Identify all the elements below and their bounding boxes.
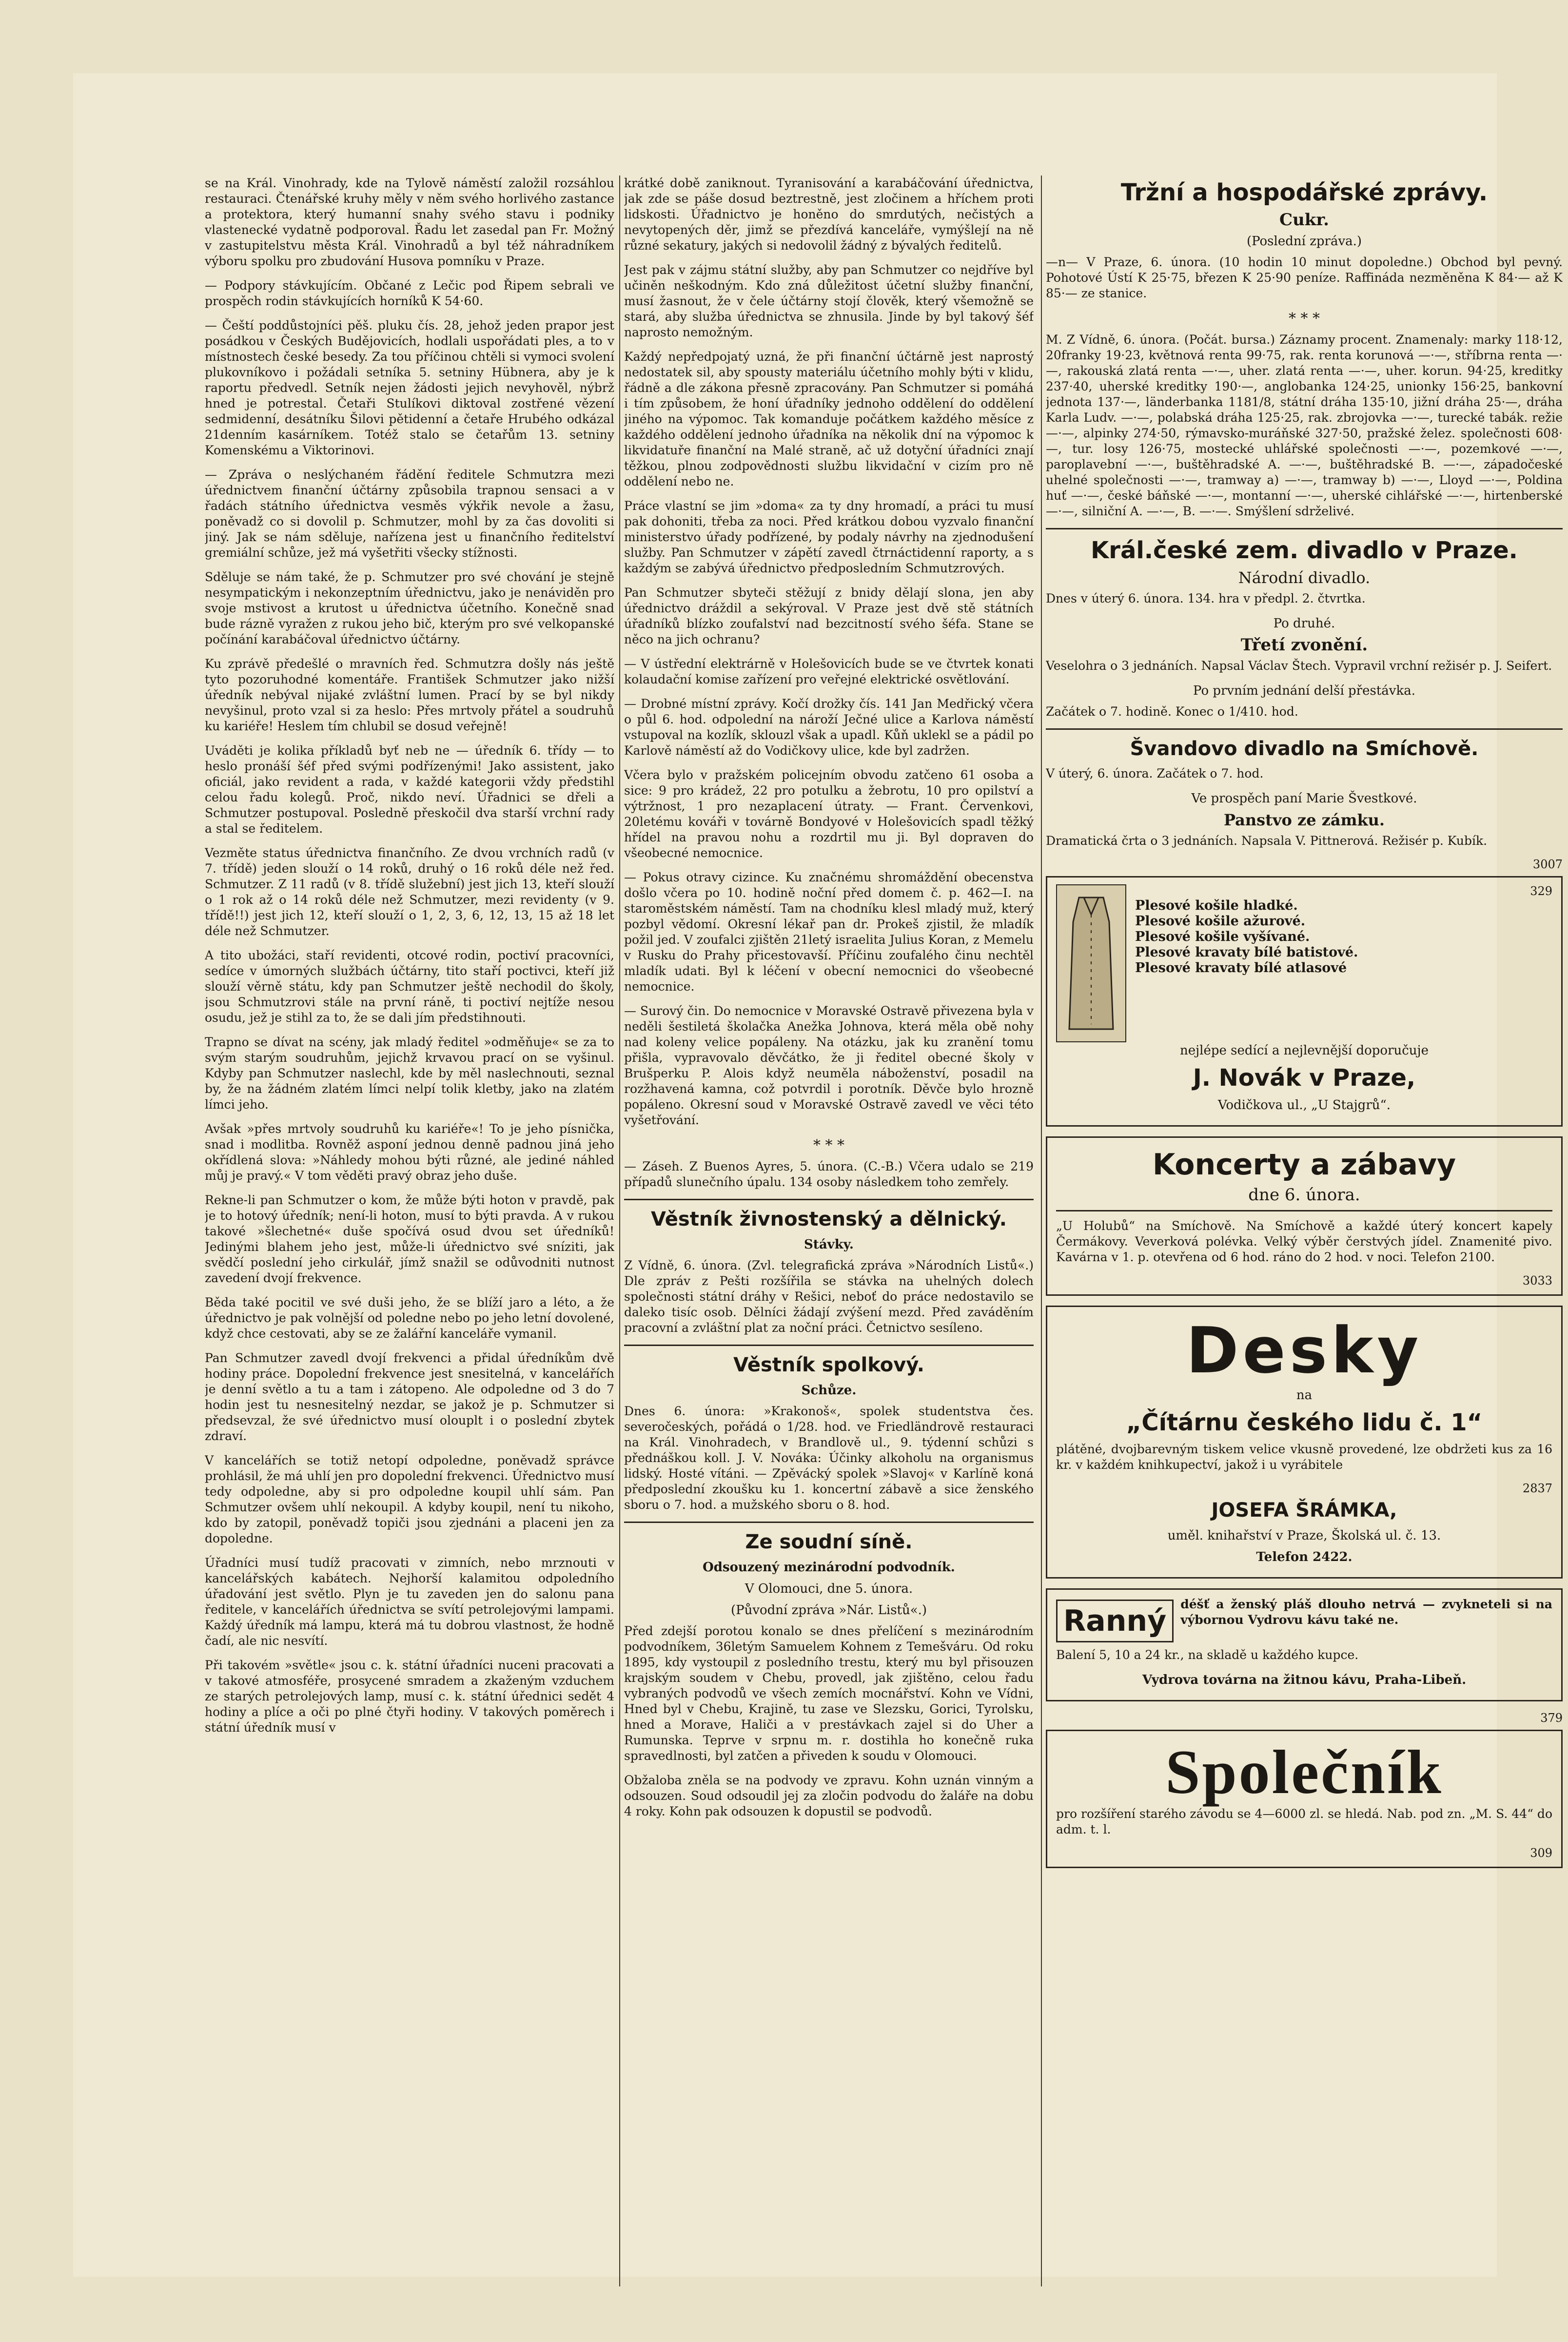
source-note: (Původní zpráva »Nár. Listů«.)	[730, 1603, 927, 1618]
ad-text: nejlépe sedící a nejlevnější doporučuje	[1179, 1043, 1429, 1058]
article-text: Ku zprávě předešlé o mravních řed. Schmutzra došly nás ještě tyto pozoruhodné komentáře. František Schmutzer jako nižší úředník nebýval nijaké zvláštní lumen. Prací by se byl nikdy nevyšinul, proto vzal si za heslo: Přes mrtvoly přátel a soudruhů ku kariéře! Heslem tím chlubil se dosud veřejně!	[205, 657, 614, 733]
subheading: Stávky.	[804, 1237, 854, 1252]
ad-text: déšť a ženský pláš dlouho netrvá — zvykneteli si na výbornou Vydrovu kávu také ne.	[1180, 1597, 1552, 1627]
column-rule	[619, 176, 620, 2286]
ad-text: „U Holubů“ na Smíchově. Na Smíchově a každé úterý koncert kapely Čermákovy. Veverková polévka. Velký výběr čerstvých jídel. Znamenité pivo. Kavárna v 1. p. otevřena od 6 hod. ráno do 2 hod. v noci. Telefon 2100.	[1056, 1219, 1552, 1264]
ad-number: 309	[1530, 1846, 1552, 1860]
section-heading: Věstník spolkový.	[733, 1354, 924, 1376]
article-text: Při takovém »světle« jsou c. k. státní úřadníci nuceni pracovati a v takové atmosféře, prosycené smradem a zkaženým vzduchem ze starých petrolejových lamp, musí c. k. státní úřednici sedět 4 hodiny a plíce a oči po plné čtyři hodiny. V takových poměrech i státní úředník musí v	[205, 1658, 614, 1735]
play-title: Panstvo ze zámku.	[1223, 811, 1385, 829]
divider	[1046, 728, 1563, 730]
ad-text: pro rozšíření starého závodu se 4—6000 zl. se hledá. Nab. pod zn. „M. S. 44“ do adm. t. l.	[1056, 1807, 1552, 1836]
theatre-heading: Král.české zem. divadlo v Praze.	[1091, 537, 1518, 564]
ad-number: 2837	[1522, 1482, 1552, 1495]
ad-headline: Ranný	[1056, 1600, 1174, 1642]
article-text: Vezměte status úřednictva finančního. Ze dvou vrchních radů (v 7. třídě) jeden slouží o 14 roků, druhý o 16 roků déle než řed. Schmutzer. Z 11 radů (v 8. třídě služební) jest jich 13, kteří slouží o 1 rok až o 14 roků déle než Schmutzer, mezi revidenty (v 9. třídě!!) jest jich 12, kteří slouží o 1, 2, 3, 6, 12, 13, 15 až 18 let déle než Schmutzer.	[205, 846, 614, 938]
ad-date: dne 6. února.	[1248, 1185, 1360, 1205]
ad-brand: JOSEFA ŠRÁMKA,	[1211, 1499, 1397, 1522]
article-text: Obžaloba zněla se na podvody ve zpravu. Kohn uznán vinným a odsouzen. Soud odsoudil jej za zločin podvodu do žaláře na dobu 4 roky. Kohn pak odsouzen k dopustil se podvodů.	[624, 1773, 1034, 1818]
section-heading: Věstník živnostenský a dělnický.	[651, 1208, 1007, 1230]
article-text: — Záseh. Z Buenos Ayres, 5. února. (C.-B.) Včera udalo se 219 případů slunečního úpalu. 134 osoby následkem toho zemřely.	[624, 1159, 1034, 1189]
article-text: — Surový čin. Do nemocnice v Moravské Ostravě přivezena byla v neděli šestiletá školačka Anežka Johnova, která měla obě nohy nad koleny velice popáleny. Na otázku, jak ku zranění tomu přišla, vypravovalo děvčátko, že ji ředitel obecné školy v Brušperku P. Alois když neuměla náboženství, posadil na rozžhavená kamna, což potvrdil i porotník. Děvče bylo hrozně popáleno. Okresní soud v Moravské Ostravě zavedl ve věci této vyšetřování.	[624, 1004, 1034, 1127]
article-text: Z Vídně, 6. února. (Zvl. telegrafická zpráva »Národních Listů«.) Dle zpráv z Pešti rozšířila se stávka na uhelných dolech společnosti státní dráhy v Rešici, neboť do práce nedostavilo se daleko tisíc osob. Dělníci žádají zvýšení mezd. Před zaváděním pracovní a zvláštní plat za noční práci. Četnictvo sesíleno.	[624, 1258, 1034, 1335]
source-note: (Poslední zpráva.)	[1246, 234, 1362, 249]
section-separator: * * *	[813, 1137, 845, 1154]
divider	[1046, 528, 1563, 529]
ad-headline: Desky	[1186, 1313, 1423, 1387]
partner-advertisement	[1046, 1730, 1563, 1868]
theatre-line: Dnes v úterý 6. února. 134. hra v předpl. 2. čtvrtka.	[1046, 591, 1366, 605]
section-heading: Tržní a hospodářské zprávy.	[1120, 179, 1488, 206]
article-text: — Čeští poddůstojníci pěš. pluku čís. 28, jehož jeden prapor jest posádkou v Českých Budějovicích, hodlali uspořádati ples, a to v místnostech české besedy. Za tou příčinou chtěli si vymoci svolení plukovníkovo i požádali setníka 5. setniny Hübnera, aby je k raportu předvedl. Setník nejen žádosti jejich nevyhověl, nýbrž hned je potrestal. Četaři Stulíkovi diktoval zostřené vězení sedmidenní, desátníku Šilovi pětidenní a četaře Hrubého odkázal 21denním kasárníkem. Totéž stalo se četařům 13. setniny Komenskému a Viktorinovi.	[205, 318, 614, 457]
article-text: Pan Schmutzer zavedl dvojí frekvenci a přidal úředníkům dvě hodiny práce. Dopolední frekvence jest snesitelná, v kancelářích je denní světlo a tu a tam i zátopeno. Ale odpoledne od 3 do 7 hodin jest tu nesnesitelný nezdar, se jakož je p. Schmutzer si předsevzal, že své úřednictvo musí olouplt i o poslední zbytek zdraví.	[205, 1351, 614, 1443]
article-text: Před zdejší porotou konalo se dnes přelíčení s mezinárodním podvodníkem, 36letým Samuelem Kohnem z Temešváru. Od roku 1895, kdy vystoupil z posledního trestu, který mu byl přisouzen krajským soudem v Chebu, provedl, jak zjištěno, celou řadu vybraných podvodů ve všech zemích mocnářství. Kohn ve Vídni, Hned byl v Chebu, Krajině, tu zase ve Slezsku, Gorici, Tyrolsku, hned a Morave, Haliči a v prestávkach zajel si do Uher a Rumunska. Teprve v srpnu m. r. dostihla ho konečně ruka spravedlnosti, byl zatčen a přiveden k soudu v Olomouci.	[624, 1624, 1034, 1763]
article-text: — Drobné místní zprávy. Kočí drožky čís. 141 Jan Medřický včera o půl 6. hod. odpolední na nároží Ječné ulice a Karlova náměstí vstupoval na kozlík, sklouzl však a upadl. Kůň uklekl se a pádil po Karlově náměstí až do Vodičkovy ulice, kde byl zadržen.	[624, 697, 1034, 758]
article-text: — Zpráva o neslýchaném řádění ředitele Schmutzra mezi úřednictvem finanční účtárny způsobila trapnou sensaci a v řadách státního úřednictva vesměs výkřik nevole a žasu, poněvadž co si dovolil p. Schmutzer, mohl by za čas dovoliti si jiný. Jak se nám sděluje, nařízena jest u finančního ředitelství gremiální schůze, jež má vyšetřiti všecky stížnosti.	[205, 468, 614, 560]
play-title: Třetí zvonění.	[1240, 635, 1368, 655]
article-text: Úřadníci musí tudíž pracovati v zimních, nebo mrznouti v kancelářských kabátech. Nejhorší kalamitou odpoledního úřadování jest světlo. Plyn je tu zaveden jen do salonu pana ředitele, v kancelářích úřednictva se svítí petrolejovými lampami. Každý úředník má lampu, která má tu dobrou vlastnost, že hodně čadí, ale nic nesvítí.	[205, 1556, 614, 1648]
article-text: Práce vlastní se jim »doma« za ty dny hromadí, a práci tu musí pak dohoniti, třeba za noci. Před krátkou dobou vyzvalo finanční ministerstvo úřady podřízené, by podaly návrhy na zjednodušení služby. Pan Schmutzer v zápětí zavedl čtrnáctidenní raporty, a s každým se zabývá úřednictvo předposledním Schmutzrových.	[624, 499, 1034, 575]
market-report: M. Z Vídně, 6. února. (Počát. bursa.) Záznamy procent. Znamenaly: marky 118·12, 20franky 19·23, květnová renta 99·75, rak. renta korunová —·—, stříbrna renta —·—, rakouská zlatá renta —·—, uher. zlatá renta —·—, uher. korun. 94·25, kreditky 237·40, uherské kreditky 190·—, anglobanka 124·25, unionky 156·25, bankovní jednota 137·—, länderbanka 1181/8, státní dráha 135·10, jižní dráha 25·—, dráha Karla Ludv. —·—, polabská dráha 125·25, rak. zbrojovka —·—, turecké tabák. režie —·—, alpinky 274·50, rýmavsko-muráňské 327·50, pražské želez. společnosti 608·—, tur. losy 126·75, mostecké uhlářské společnosti —·—, pozemkové —·—, paroplavební —·—, buštěhradské A. —·—, buštěhradské B. —·—, západočeské uhelné společnosti —·—, tramway a) —·—, tramway b) —·—, Lloyd —·—, Poldina huť —·—, české báňské —·—, montanní —·—, uherské cihlářské —·—, hirtenberské —·—, silniční A. —·—, B. —·—. Smýšlení sdrželivé.	[1046, 332, 1563, 518]
ad-brand: Vydrova továrna na žitnou kávu, Praha-Libeň.	[1142, 1673, 1467, 1687]
ad-text: Plesové košile hladké. Plesové košile ažurové. Plesové košile vyšívané. Plesové kravaty bílé batistové. Plesové kravaty bílé atlasové	[1135, 898, 1358, 976]
article-text: Uváděti je kolika příkladů byť neb ne — úředník 6. třídy — to heslo pronáší šéf před svými podřízenými! Jako assistent, jako oficiál, jako revident a rada, v každé kategorii vždy předstihl celou řadu kolegů. Proč, nikdo neví. Úřadnici se dřeli a Schmutzer postupoval. Posledně přeskočil dva starší vrchní rady a stal se ředitelem.	[205, 743, 614, 836]
column-1	[205, 176, 614, 2286]
article-text: — V ústřední elektrárně v Holešovicích bude se ve čtvrtek konati kolaudační komise zařízení pro veřejné elektrické osvětlování.	[624, 657, 1034, 686]
divider	[1056, 1210, 1552, 1211]
shirt-illustration-icon	[1056, 884, 1126, 1042]
play-description: Dramatická črta o 3 jednáních. Napsala V. Pittnerová. Režisér p. Kubík.	[1046, 834, 1488, 848]
newspaper-page	[73, 73, 1563, 2277]
theatre-name: Národní divadlo.	[1238, 568, 1371, 587]
article-text: Sděluje se nám také, že p. Schmutzer pro své chování je stejně nesympatickým i nekonzeptním úřednictvu, jako je nenáviděn pro svoje mstivost a krutost u úřednictva účetního. Konečně snad bude rázně vyražen z rukou jeho bič, kterým pro své velkopanské počínání karabáčoval úřednictvo účtárny.	[205, 570, 614, 646]
article-text: Běda také pocitil ve své duši jeho, že se blíží jaro a léto, a že úřednictvo je pak volnější od poledne nebo po jeho letní dovolené, když chce cestovati, aby se ze žalářní kanceláře vymanil.	[205, 1295, 614, 1341]
dateline: V Olomouci, dne 5. února.	[745, 1581, 913, 1596]
theatre-note: Ve prospěch paní Marie Švestkové.	[1191, 791, 1417, 806]
shirt-advertisement	[1046, 876, 1563, 1127]
article-text: Jest pak v zájmu státní služby, aby pan Schmutzer co nejdříve byl učiněn neškodným. Kdo zná důležitost účetní služby finanční, musí žasnout, že v čele účtárny stojí člověk, který všemožně se stará, aby služba úřednictva se zhnusila. Jinde by byl takový šéf naprosto nemožným.	[624, 263, 1034, 339]
subheading: Cukr.	[1279, 210, 1329, 230]
ad-text: Balení 5, 10 a 24 kr., na skladě u každého kupce.	[1056, 1648, 1359, 1662]
ad-phone: Telefon 2422.	[1256, 1550, 1352, 1564]
concert-advertisement	[1046, 1136, 1563, 1296]
ad-number: 3033	[1522, 1274, 1552, 1288]
divider	[624, 1345, 1034, 1346]
article-text: — Pokus otravy cizince. Ku značnému shromáždění obecenstva došlo včera po 10. hodině noční před domem č. p. 462—I. na staroměstském náměstí. Tam na chodníku klesl mladý muž, který pozbyl vědomí. Okresní lékař pan dr. Prokeš zjistil, že mladík požil jed. V zoufalci zjištěn 21letý israelita Julius Koran, z Memelu v Rusku do Prahy přicestovavší. Příčinu zoufalého činu nechtěl mladík udati. Byl k léčení v obecní nemocnici do všeobecné nemocnice.	[624, 870, 1034, 994]
coffee-advertisement	[1046, 1588, 1563, 1701]
ad-text: na	[1296, 1388, 1313, 1403]
article-text: Avšak »přes mrtvoly soudruhů ku kariéře«! To je jeho písnička, snad i modlitba. Rovněž asponí jednou denně padnou jiná jeho okřídlená slova: »Náhledy mohou býti různé, ale jediné náhled můj je pravý.« V tom věděti pravý obraz jeho duše.	[205, 1122, 614, 1183]
section-heading: Ze soudní síně.	[745, 1531, 913, 1553]
subheading: Schůze.	[801, 1383, 857, 1398]
ad-address: Vodičkova ul., „U Stajgrů“.	[1217, 1098, 1391, 1112]
market-report: —n— V Praze, 6. února. (10 hodin 10 minut dopoledne.) Obchod byl pevný. Pohotové Ústí K 25·75, březen K 25·90 peníze. Raffináda nezměněna K 84·— až K 85·— ze stanice.	[1046, 255, 1563, 300]
ad-address: uměl. knihařství v Praze, Školská ul. č. 13.	[1167, 1528, 1441, 1543]
desky-advertisement	[1046, 1306, 1563, 1579]
ad-number: 329	[1530, 884, 1552, 898]
article-text: Rekne-li pan Schmutzer o kom, že může býti hoton v pravdě, pak je to hotový úředník; není-li hoton, musí to býti pravda. A v rukou takové »šlechetné« duše spočívá osud dvou set úředníků! Jedinými blahem jeho jest, může-li úřednictvo své sníziti, jak svědčí poslední jeho cirkulář, jímž snažil se odůvodniti nutnost zavedení dvojí frekvence.	[205, 1193, 614, 1285]
ad-text: plátěné, dvojbarevným tiskem velice vkusně provedené, lze obdržeti kus za 16 kr. v každém knihkupectví, jakož i u vyrábitele	[1056, 1442, 1552, 1472]
play-description: Veselohra o 3 jednáních. Napsal Václav Štech. Vypravil vrchní režisér p. J. Seifert.	[1046, 659, 1552, 673]
article-headline: Odsouzený mezinárodní podvodník.	[703, 1560, 955, 1575]
article-text: Včera bylo v pražském policejním obvodu zatčeno 61 osoba a sice: 9 pro krádež, 22 pro potulku a žebrotu, 10 pro opilství a výtržnost, 1 pro nezaplacení útraty. — Frant. Červenkovi, 20letému kováři v továrně Bondyové v Holešovicích spadl těžký hřídel na pravou nohu a rozdrtil mu ji. Byl dopraven do všeobecné nemocnice.	[624, 768, 1034, 860]
article-text: — Podpory stávkujícím. Občané z Lečic pod Řipem sebrali ve prospěch rodin stávkujících horníků K 54·60.	[205, 278, 614, 308]
article-text: A tito ubožáci, staří revidenti, otcové rodin, poctiví pracovníci, sedíce v úmorných službách účtárny, tito staří poctivci, kteří již slouží věrně státu, kdy pan Schmutzer ještě nechodil do školy, jsou Schmutzrovi stále na první ráně, ti poctiví nejtíže nesou osudu, jež je stihl za to, že se dali jím předstihnouti.	[205, 948, 614, 1025]
column-rule	[1041, 176, 1042, 2286]
article-text: Každý nepředpojatý uzná, že při finanční účtárně jest naprostý nedostatek sil, aby spousty materiálu účetního mohly býti v klidu, řádně a dle zákona přesně zpracovány. Pan Schmutzer si pomáhá i tím způsobem, že honí úřadníky jednoho oddělení do oddělení jiného na výpomoc. Tak komanduje počátkem každého měsíce z každého oddělení jednoho úřadníka na několik dní na výpomoc k likvidatuře finanční na Malé straně, ač už dotyční úřadníci znají těžkou, plnou zodpovědnosti službu likvidační v cizím pro ně oddělení nebo ne.	[624, 350, 1034, 488]
column-2	[624, 176, 1034, 2286]
ad-title: „Čítárnu českého lidu č. 1“	[1126, 1409, 1483, 1436]
article-text: se na Král. Vinohrady, kde na Tylově náměstí založil rozsáhlou restauraci. Čtenářské kruhy měly v něm svého horlivého zastance a protektora, který humanní snahy svého stavu i podniky vlastenecké vydatně podporoval. Řadu let zasedal pan Fr. Možný v zastupitelstvu města Král. Vinohradů a byl též náhradníkem výboru spolku pro zbudování Husova pomníku v Praze.	[205, 176, 614, 268]
ad-headline: Koncerty a zábavy	[1152, 1148, 1456, 1182]
article-text: krátké době zaniknout. Tyranisování a karabáčování úřednictva, jak zde se páše dosud beztrestně, jest zločinem a hříchem proti lidskosti. Úřadnictvo je honěno do smrdutých, nečistých a nevytopených děr, jimž se přezdívá kanceláře, vymýšlejí na ně různé sekatury, jakých si nedovolil žádný z bývalých ředitelů.	[624, 176, 1034, 253]
theatre-heading: Švandovo divadlo na Smíchově.	[1130, 738, 1479, 760]
article-text: Dnes 6. února: »Krakonoš«, spolek studentstva čes. severočeských, pořádá o 1/28. hod. ve Friedländrově restauraci na Král. Vinohradech, v Brandlově ul., 9. týdenní schůzi s přednáškou koll. J. V. Nováka: Účinky alkoholu na organismus lidský. Hosté vítáni. — Zpěvácký spolek »Slavoj« v Karlíně koná předposlední zkoušku ku 1. koncertní zábavě a sice ženského sboru o 7. hod. a mužského sboru o 8. hod.	[624, 1404, 1034, 1512]
theatre-times: Začátek o 7. hodině. Konec o 1/410. hod.	[1046, 704, 1298, 719]
divider	[624, 1522, 1034, 1523]
article-text: Pan Schmutzer sbyteči stěžují z bnidy dělají slona, jen aby úřednictvo dráždil a sekýroval. V Praze jest dvě stě státních úřadníků blízko zoufalství nad bezcitností svého šéfa. Stane se něco na jich ochranu?	[624, 586, 1034, 646]
ad-number: 379	[1540, 1711, 1563, 1725]
article-text: V kancelářích se totiž netopí odpoledne, poněvadž správce prohlásil, že má uhlí jen pro dopolední frekvenci. Úřednictvo musí tedy odpoledne, aby si pro odpoledne koupil uhlí sám. Pan Schmutzer ovšem uhlí nekoupil. A kdyby koupil, není tu nikoho, kdo by zatopil, poněvadž topiči jsou zjednáni a placeni jen za dopoledne.	[205, 1453, 614, 1545]
section-separator: * * *	[1288, 310, 1320, 327]
article-text: Trapno se dívat na scény, jak mladý ředitel »odměňuje« se za to svým starým soudruhům, jejichž krvavou prací on se vyšinul. Kdyby pan Schmutzer naslechl, kde by měl naslechnouti, seznal by, že na žádném zlatém límci nelpí tolik kletby, jako na zlatém límci jeho.	[205, 1035, 614, 1112]
column-3	[1046, 176, 1563, 2286]
theatre-note: Po prvním jednání delší přestávka.	[1193, 683, 1415, 698]
theatre-line: V úterý, 6. února. Začátek o 7. hod.	[1046, 766, 1264, 781]
ad-headline: Společník	[1165, 1737, 1443, 1807]
ad-brand: J. Novák v Praze,	[1193, 1064, 1416, 1092]
divider	[624, 1199, 1034, 1200]
theatre-note: Po druhé.	[1273, 616, 1335, 631]
ad-number: 3007	[1532, 858, 1563, 871]
